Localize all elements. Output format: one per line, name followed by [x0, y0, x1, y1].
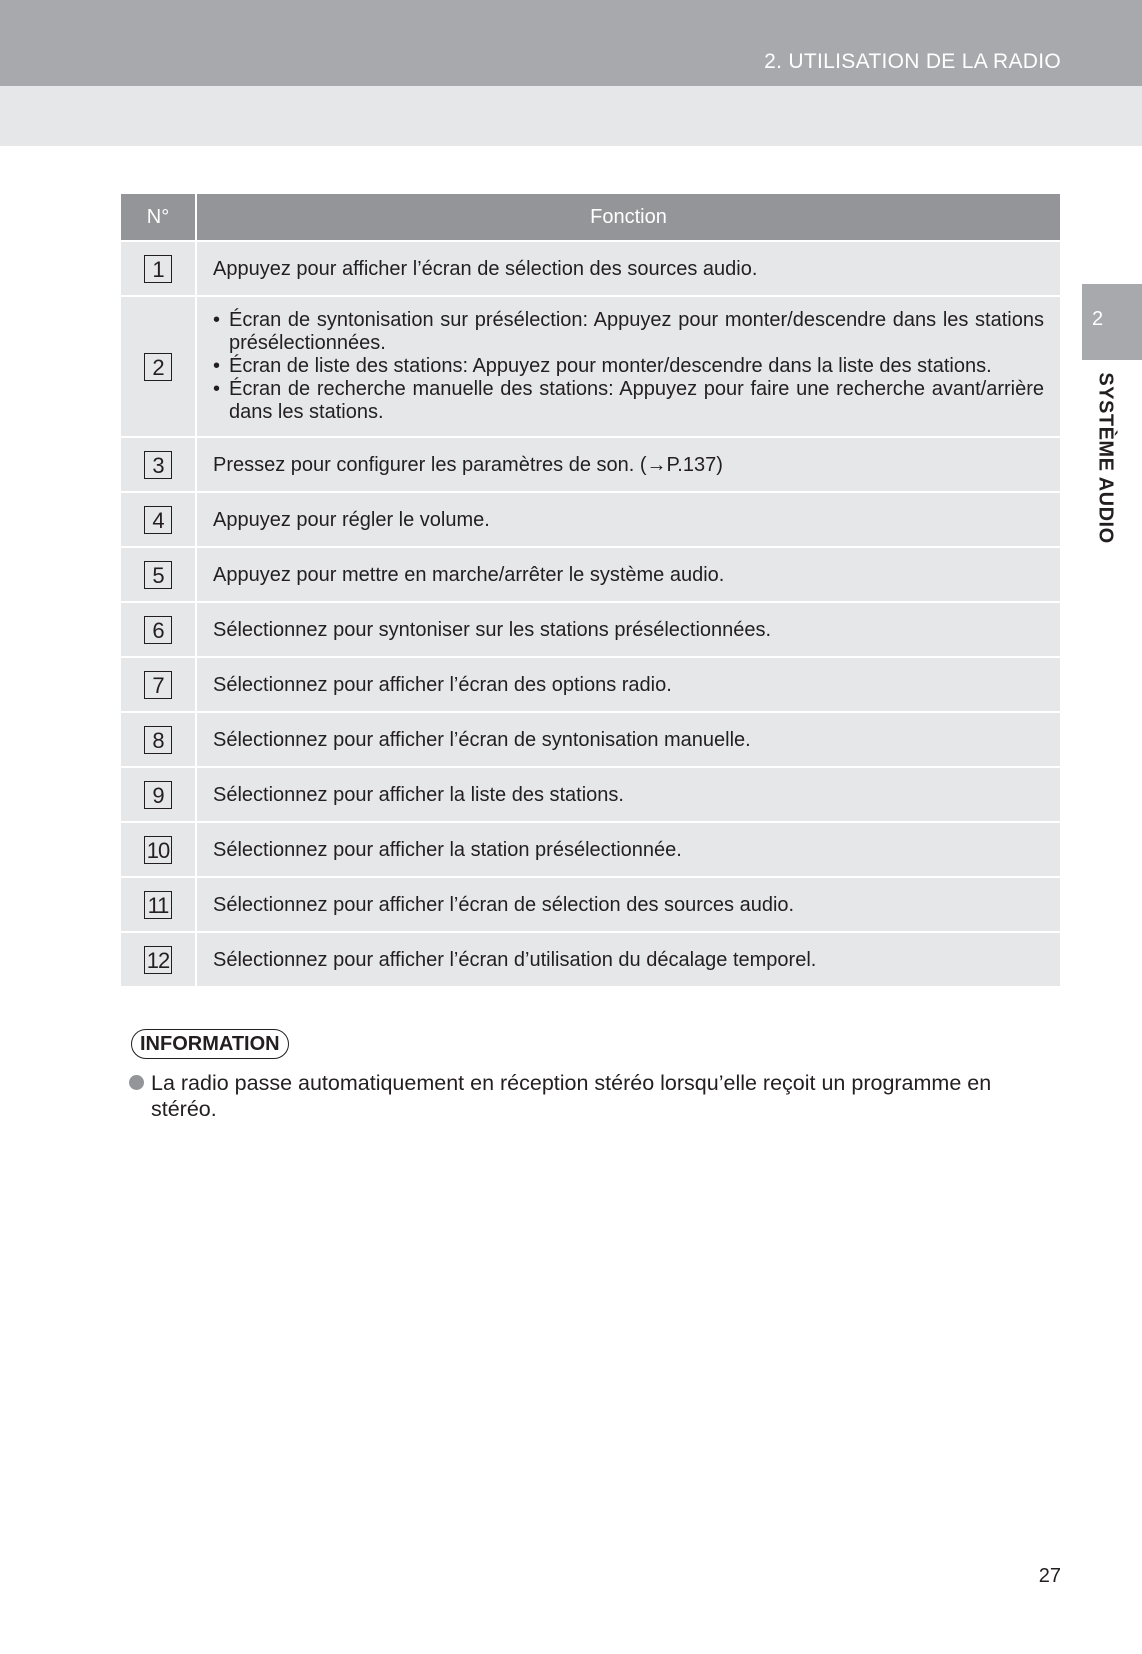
function-description: Sélectionnez pour afficher l’écran des options radio.	[213, 673, 672, 696]
function-bullet-item: • Écran de syntonisation sur présélection: Appuyez pour monter/descendre dans les stations présélectionnées.	[213, 309, 1044, 355]
information-item	[129, 1070, 1049, 1122]
function-description: Appuyez pour régler le volume.	[213, 508, 490, 531]
table-row	[120, 241, 1061, 296]
function-description: Appuyez pour mettre en marche/arrêter le système audio.	[213, 563, 725, 586]
item-number-badge: 11	[144, 891, 172, 919]
table-row	[120, 822, 1061, 877]
column-header-number: N°	[120, 193, 196, 241]
function-description: Sélectionnez pour afficher la liste des stations.	[213, 783, 624, 806]
subheader-band	[0, 86, 1142, 146]
table-row	[120, 547, 1061, 602]
table-row	[120, 492, 1061, 547]
item-number-badge: 7	[144, 671, 172, 699]
item-number-badge: 5	[144, 561, 172, 589]
item-number-badge: 1	[144, 255, 172, 283]
function-description: Sélectionnez pour afficher la station présélectionnée.	[213, 838, 682, 861]
function-description: Sélectionnez pour afficher l’écran de syntonisation manuelle.	[213, 728, 751, 751]
item-number-badge: 12	[144, 946, 172, 974]
function-table	[119, 192, 1062, 988]
table-row	[120, 932, 1061, 987]
table-row	[120, 296, 1061, 437]
function-bullet-item: • Écran de liste des stations: Appuyez pour monter/descendre dans la liste des stations.	[213, 355, 1044, 378]
function-description: Pressez pour configurer les paramètres de son. (→P.137)	[213, 453, 723, 476]
item-number-badge: 4	[144, 506, 172, 534]
item-number-badge: 3	[144, 451, 172, 479]
function-description: Sélectionnez pour afficher l’écran de sélection des sources audio.	[213, 893, 795, 916]
table-row	[120, 877, 1061, 932]
chapter-tab	[1082, 284, 1142, 360]
page-number: 27	[1038, 1565, 1061, 1587]
item-number-badge: 10	[144, 836, 172, 864]
table-header-row	[120, 193, 1061, 241]
information-label: INFORMATION	[131, 1029, 289, 1059]
item-number-badge: 9	[144, 781, 172, 809]
chapter-label: SYSTÈME AUDIO	[1094, 372, 1117, 544]
function-description: Appuyez pour afficher l’écran de sélection des sources audio.	[213, 257, 758, 280]
function-description: Sélectionnez pour afficher l’écran d’utilisation du décalage temporel.	[213, 948, 817, 971]
column-header-function: Fonction	[196, 193, 1061, 241]
table-row	[120, 767, 1061, 822]
table-row	[120, 657, 1061, 712]
bullet-dot-icon	[129, 1075, 144, 1090]
information-text: La radio passe automatiquement en réception stéréo lorsqu’elle reçoit un programme en stéréo.	[151, 1071, 992, 1121]
item-number-badge: 8	[144, 726, 172, 754]
chapter-number: 2	[1092, 308, 1104, 330]
function-bullet-item: • Écran de recherche manuelle des stations: Appuyez pour faire une recherche avant/arrière dans les stations.	[213, 378, 1044, 424]
function-description: Sélectionnez pour syntoniser sur les stations présélectionnées.	[213, 618, 772, 641]
item-number-badge: 6	[144, 616, 172, 644]
function-bullet-list	[213, 297, 1044, 436]
section-title: 2. UTILISATION DE LA RADIO	[764, 50, 1061, 73]
item-number-badge: 2	[144, 353, 172, 381]
table-row	[120, 437, 1061, 492]
table-row	[120, 712, 1061, 767]
header-band	[0, 0, 1142, 86]
table-row	[120, 602, 1061, 657]
